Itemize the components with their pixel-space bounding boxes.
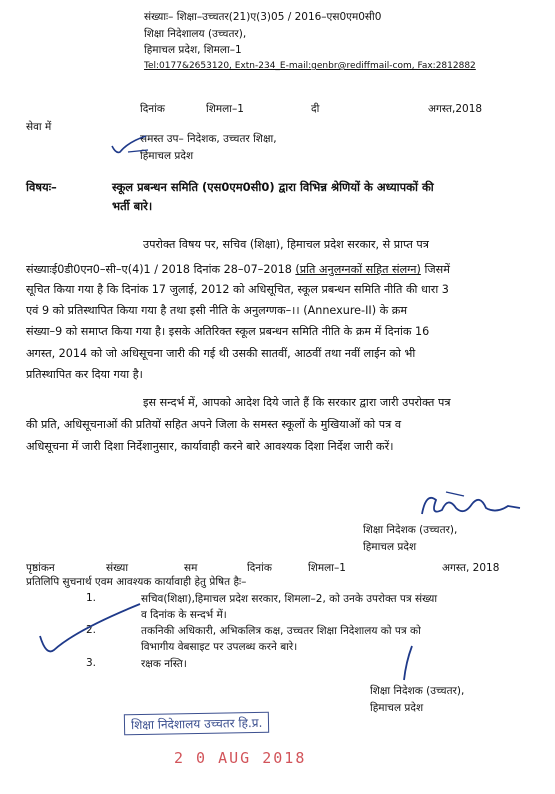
item-1-line1: सचिव(शिक्षा),हिमाचल प्रदेश सरकार, शिमला–2, को उनके उपरोक्त पत्र संख्या	[141, 593, 438, 605]
seva-me: सेवा में	[26, 121, 52, 133]
office-address: हिमाचल प्रदेश, शिमला–1	[144, 44, 242, 56]
date-di: दी	[311, 103, 320, 115]
office-stamp: शिक्षा निदेशालय उच्चतर हि.प्र.	[124, 712, 270, 736]
body-p2-line1: इस सन्दर्भ में, आपको आदेश दिये जाते हैं कि सरकार द्वारा जारी उपरोक्त पत्र	[143, 396, 451, 409]
signature-ink-2	[398, 644, 418, 684]
signature1-title: शिक्षा निदेशक (उच्चतर),	[363, 524, 458, 536]
recipient-line2: हिमाचल प्रदेश	[140, 150, 194, 162]
tick-mark-ink	[110, 134, 150, 158]
subject-label: विषयः–	[26, 180, 57, 194]
body-p1-line7: प्रतिस्थापित कर दिया गया है।	[26, 368, 143, 381]
endorsement-dinank: दिनांक	[247, 562, 272, 574]
signature2-title: शिक्षा निदेशक (उच्चतर),	[370, 685, 465, 697]
checkmark-ink	[36, 600, 146, 660]
endorsement-place: शिमला–1	[308, 562, 346, 574]
body-p1-line3: सूचित किया गया है कि दिनांक 17 जुलाई, 2012 को अधिसूचित, स्कूल प्रबन्धन समिति नीति की धारा 3	[26, 283, 449, 296]
body-p2-line3: अधिसूचना में जारी दिशा निर्देशानुसार, कार्यावाही करने बारे आवश्यक दिशा निर्देश जारी करें।	[26, 440, 394, 453]
subject-line2: भर्ती बारे।	[112, 199, 153, 213]
body-p1-line5: संख्या–9 को समाप्त किया गया है। इसके अतिरिक्त स्कूल प्रबन्धन समिति नीति के क्रम में दिनांक 16	[26, 325, 430, 338]
item-1-line2: व दिनांक के सन्दर्भ में।	[141, 609, 227, 621]
enclosure-note: (प्रति अनुलग्नकों सहित संलग्न)	[295, 263, 421, 276]
body-p1-line6: अगस्त, 2014 को जो अधिसूचना जारी की गई थी उसकी सातवीं, आठवीं तथा नवीं लाईन को भी	[26, 347, 416, 360]
body-p1-line1: उपरोक्त विषय पर, सचिव (शिक्षा), हिमाचल प्रदेश सरकार, से प्राप्त पत्र	[143, 238, 429, 251]
endorsement-intro: प्रतिलिपि सुचनार्थ एवम आवश्यक कार्यावाही हेतु प्रेषित हैः–	[26, 576, 247, 588]
office-name: शिक्षा निदेशालय (उच्चतर),	[144, 28, 247, 40]
signature1-state: हिमाचल प्रदेश	[363, 541, 417, 553]
item-2-line1: तकनिकी अधिकारी, अभिकलित्र कक्ष, उच्चतर शिक्षा निदेशालय को पत्र को	[141, 625, 421, 637]
recipient-line1: समस्त उप– निदेशक, उच्चतर शिक्षा,	[140, 133, 277, 145]
reference-number: संख्याः– शिक्षा–उच्चतर(21)ए(3)05 / 2016–एस0एम0सी0	[144, 11, 382, 23]
signature-ink-1	[416, 486, 526, 526]
contact-line: Tel:0177&2653120, Extn-234_E-mail:genbr@rediffmail-com, Fax:2812882	[144, 61, 476, 71]
body-p2-line2: की प्रति, अधिसूचनाओं की प्रतियों सहित अपने जिला के समस्त स्कूलों के मुखियाओं को पत्र व	[26, 418, 402, 431]
received-date-stamp: 2 0 AUG 2018	[174, 749, 307, 767]
letter-ref: संख्याःई0डी0एन0–सी–ए(4)1 / 2018 दिनांक 28–07–2018	[26, 263, 292, 276]
item-2-number: 2.	[86, 624, 97, 636]
item-3-line1: रक्षक नस्ति।	[141, 658, 187, 670]
date-month-year: अगस्त,2018	[428, 103, 483, 115]
item-2-line2: विभागीय वेबसाइट पर उपलब्ध करने बारे।	[141, 641, 298, 653]
body-p1-line4: एवं 9 को प्रतिस्थापित किया गया है तथा इसी नीति के अनुलग्णक–।। (Annexure-II) के क्रम	[26, 304, 408, 317]
date-label: दिनांक	[140, 103, 165, 115]
body-p1-line2: संख्याःई0डी0एन0–सी–ए(4)1 / 2018 दिनांक 28–07–2018 (प्रति अनुलग्नकों सहित संलग्न) जिसमें	[26, 263, 450, 276]
endorsement-sankhya: संख्या	[106, 562, 129, 574]
item-1-number: 1.	[86, 592, 97, 604]
endorsement-label: पृष्ठांकन	[26, 562, 55, 574]
endorsement-date: अगस्त, 2018	[442, 562, 500, 574]
endorsement-sam: सम	[184, 562, 198, 574]
subject-line1: स्कूल प्रबन्धन समिति (एस0एम0सी0) द्वारा विभिन्न श्रेणियों के अध्यापकों की	[112, 180, 434, 194]
signature2-state: हिमाचल प्रदेश	[370, 702, 424, 714]
date-place: शिमला–1	[206, 103, 244, 115]
item-3-number: 3.	[86, 657, 97, 669]
